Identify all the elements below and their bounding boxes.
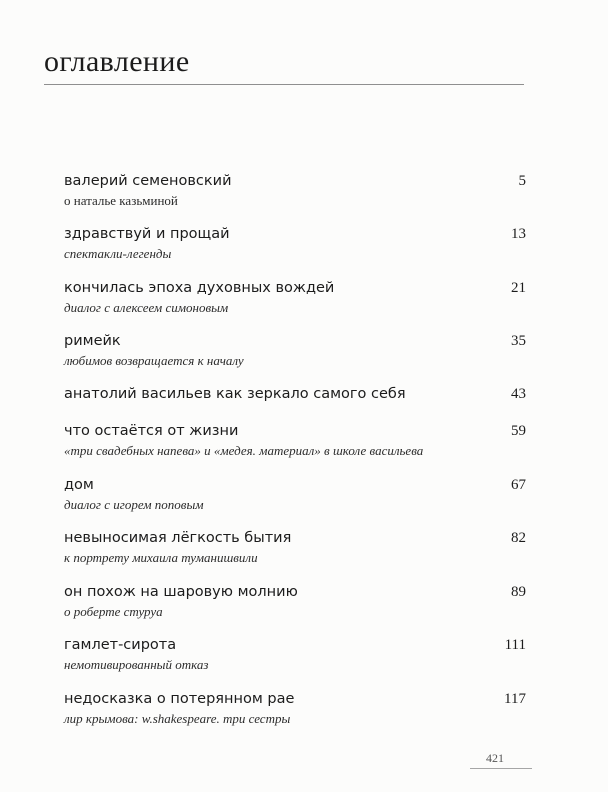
toc-entry xyxy=(64,422,526,459)
toc-entry-subtitle: немотивированный отказ xyxy=(64,657,209,672)
toc-entry-subtitle: любимов возвращается к началу xyxy=(64,353,244,368)
toc-entry-title: что остаётся от жизни xyxy=(64,423,239,439)
toc-entry-subtitle: о наталье казьминой xyxy=(64,193,178,208)
toc-entry xyxy=(64,332,526,369)
toc-entry-page: 5 xyxy=(518,173,526,189)
toc-entry-title: римейк xyxy=(64,333,121,349)
toc-entry-page: 111 xyxy=(504,637,526,653)
toc-entry-subtitle: о роберте стуруа xyxy=(64,604,163,619)
toc-entry-title: недосказка о потерянном рае xyxy=(64,691,295,707)
toc-entry-page: 89 xyxy=(511,584,526,600)
toc-entry-page: 43 xyxy=(511,386,526,402)
toc-entry-title: он похож на шаровую молнию xyxy=(64,584,298,600)
toc-entry xyxy=(64,690,526,727)
toc-entry-page: 67 xyxy=(511,477,526,493)
toc-entry-title: анатолий васильев как зеркало самого себя xyxy=(64,386,406,402)
toc-entry-page: 13 xyxy=(511,226,526,242)
toc-entry-title: здравствуй и прощай xyxy=(64,226,230,242)
toc-entry-subtitle: диалог с алексеем симоновым xyxy=(64,300,229,315)
toc-entry-subtitle: диалог с игорем поповым xyxy=(64,497,204,512)
toc-entry-title: кончилась эпоха духовных вождей xyxy=(64,280,335,296)
page-number: 421 xyxy=(486,751,504,765)
page-number-rule xyxy=(470,768,532,769)
toc-entry-title: гамлет-сирота xyxy=(64,637,177,653)
toc-entry-subtitle: к портрету михаила туманишвили xyxy=(64,550,258,565)
toc-entry-title: валерий семеновский xyxy=(64,173,232,189)
toc-entry-title: дом xyxy=(64,477,94,493)
page-title: оглавление xyxy=(44,45,190,78)
toc-entry-page: 59 xyxy=(511,423,526,439)
toc-entry xyxy=(64,529,526,566)
title-divider xyxy=(44,84,524,85)
toc-entry xyxy=(64,476,526,513)
toc-entry-page: 21 xyxy=(511,280,526,296)
toc-entry-subtitle: лир крымова: w.shakespeare. три сестры xyxy=(64,711,291,726)
toc-entry-subtitle: спектакли-легенды xyxy=(64,246,172,261)
toc-entry xyxy=(64,583,526,620)
toc-entry xyxy=(64,172,526,209)
toc-entry-page: 82 xyxy=(511,530,526,546)
toc-entry-page: 117 xyxy=(504,691,526,707)
toc-entry-subtitle: «три свадебных напева» и «медея. материал» в школе васильева xyxy=(64,443,424,458)
toc-entry-title: невыносимая лёгкость бытия xyxy=(64,530,292,546)
toc-entry xyxy=(64,279,526,316)
toc-entry xyxy=(64,225,526,262)
toc-entry-page: 35 xyxy=(511,333,526,349)
toc-entry xyxy=(64,385,526,404)
toc-entry xyxy=(64,636,526,673)
